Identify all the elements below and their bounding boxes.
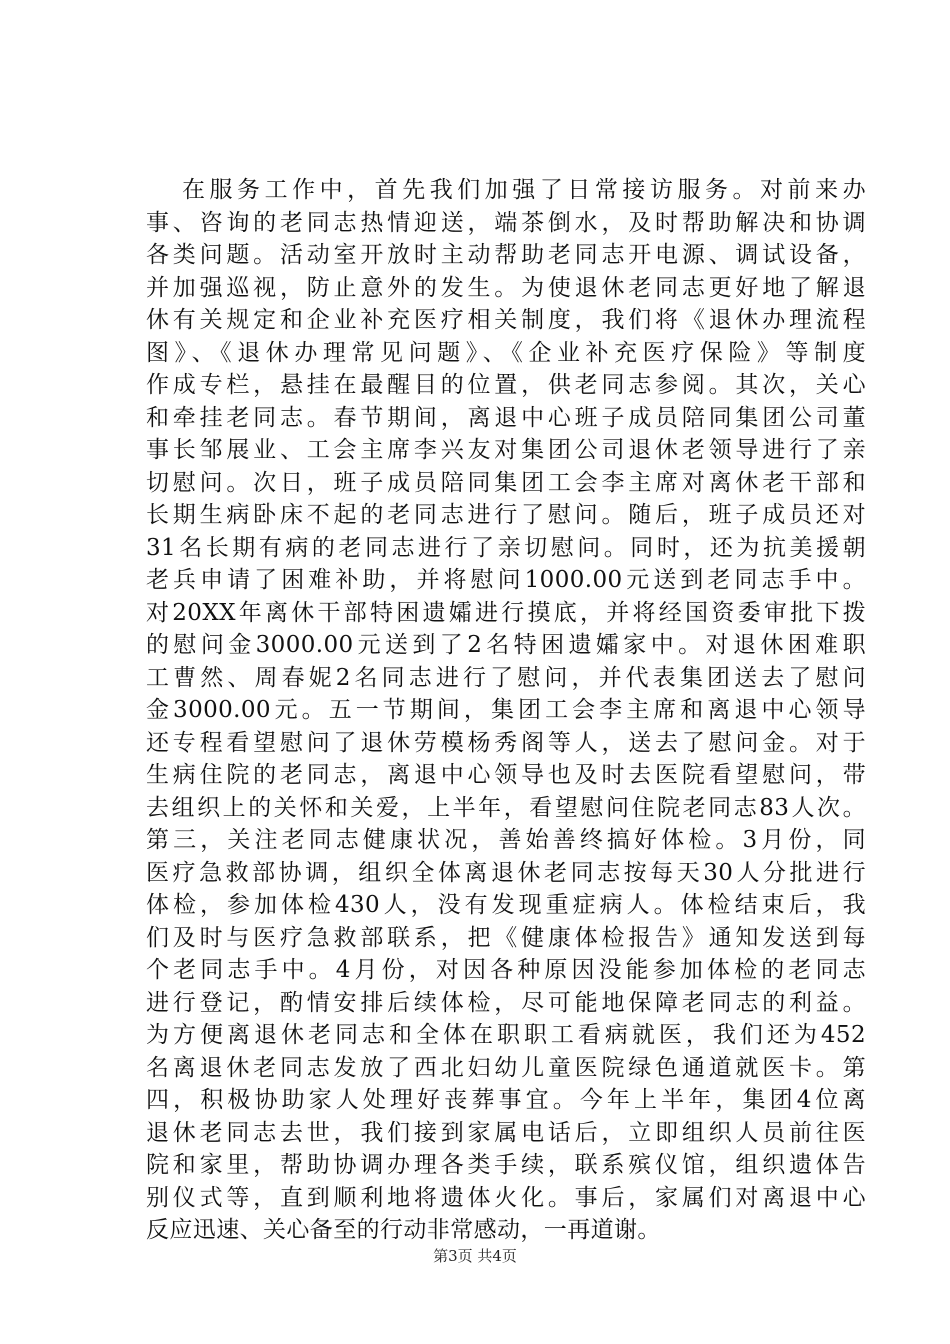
paragraph-line: 还专程看望慰问了退休劳模杨秀阁等人，送去了慰问金。对于: [146, 729, 866, 756]
paragraph-line: 反应迅速、关心备至的行动非常感动，一再道谢。: [146, 1217, 661, 1243]
paragraph-line: 去组织上的关怀和关爱，上半年，看望慰问住院老同志83人次。: [146, 794, 866, 821]
paragraph-line: 退休老同志去世，我们接到家属电话后，立即组织人员前往医: [146, 1119, 866, 1146]
page-number-footer: 第3页 共4页: [433, 1247, 517, 1265]
paragraph-line: 名离退休老同志发放了西北妇幼儿童医院绿色通道就医卡。第: [146, 1054, 866, 1081]
paragraph-line: 工曹然、周春妮2名同志进行了慰问，并代表集团送去了慰问: [146, 664, 866, 691]
paragraph-line: 图》、《退休办理常见问题》、《企业补充医疗保险》等制度: [146, 339, 866, 366]
paragraph-line: 四，积极协助家人处理好丧葬事宜。今年上半年，集团4位离: [146, 1087, 866, 1113]
body-paragraph: [146, 174, 866, 1247]
paragraph-line: 长期生病卧床不起的老同志进行了慰问。随后，班子成员还对: [146, 502, 866, 528]
paragraph-line: 事、咨询的老同志热情迎送，端茶倒水，及时帮助解决和协调: [146, 209, 866, 236]
paragraph-line: 别仪式等，直到顺利地将遗体火化。事后，家属们对离退中心: [146, 1184, 866, 1211]
paragraph-line: 31名长期有病的老同志进行了亲切慰问。同时，还为抗美援朝: [146, 534, 866, 561]
paragraph-line: 作成专栏，悬挂在最醒目的位置，供老同志参阅。其次，关心: [146, 372, 866, 398]
paragraph-line: 并加强巡视，防止意外的发生。为使退休老同志更好地了解退: [146, 274, 866, 301]
paragraph-line: 和牵挂老同志。春节期间，离退中心班子成员陪同集团公司董: [146, 404, 866, 431]
paragraph-line: 在服务工作中，首先我们加强了日常接访服务。对前来办: [182, 177, 866, 203]
paragraph-line: 金3000.00元。五一节期间，集团工会李主席和离退中心领导: [146, 697, 866, 723]
paragraph-line: 生病住院的老同志，离退中心领导也及时去医院看望慰问，带: [146, 762, 866, 788]
paragraph-line: 第三，关注老同志健康状况，善始善终搞好体检。3月份，同: [146, 827, 866, 853]
paragraph-line: 进行登记，酌情安排后续体检，尽可能地保障老同志的利益。: [146, 989, 866, 1016]
paragraph-line: 事长邹展业、工会主席李兴友对集团公司退休老领导进行了亲: [146, 437, 866, 463]
paragraph-line: 对20XX年离休干部特困遗孀进行摸底，并将经国资委审批下拨: [146, 599, 866, 626]
paragraph-line: 们及时与医疗急救部联系，把《健康体检报告》通知发送到每: [146, 924, 866, 951]
paragraph-line: 院和家里，帮助协调办理各类手续，联系殡仪馆，组织遗体告: [146, 1152, 866, 1178]
paragraph-line: 各类问题。活动室开放时主动帮助老同志开电源、调试设备，: [146, 242, 866, 268]
paragraph-line: 老兵申请了困难补助，并将慰问1000.00元送到老同志手中。: [146, 567, 866, 593]
paragraph-line: 体检，参加体检430人，没有发现重症病人。体检结束后，我: [146, 892, 866, 918]
paragraph-line: 个老同志手中。4月份，对因各种原因没能参加体检的老同志: [146, 957, 866, 983]
paragraph-line: 为方便离退休老同志和全体在职职工看病就医，我们还为452: [146, 1022, 866, 1048]
paragraph-line: 医疗急救部协调，组织全体离退休老同志按每天30人分批进行: [146, 859, 866, 886]
paragraph-line: 切慰问。次日，班子成员陪同集团工会李主席对离休老干部和: [146, 469, 866, 496]
paragraph-line: 休有关规定和企业补充医疗相关制度，我们将《退休办理流程: [146, 307, 866, 333]
paragraph-line: 的慰问金3000.00元送到了2名特困遗孀家中。对退休困难职: [146, 632, 866, 658]
